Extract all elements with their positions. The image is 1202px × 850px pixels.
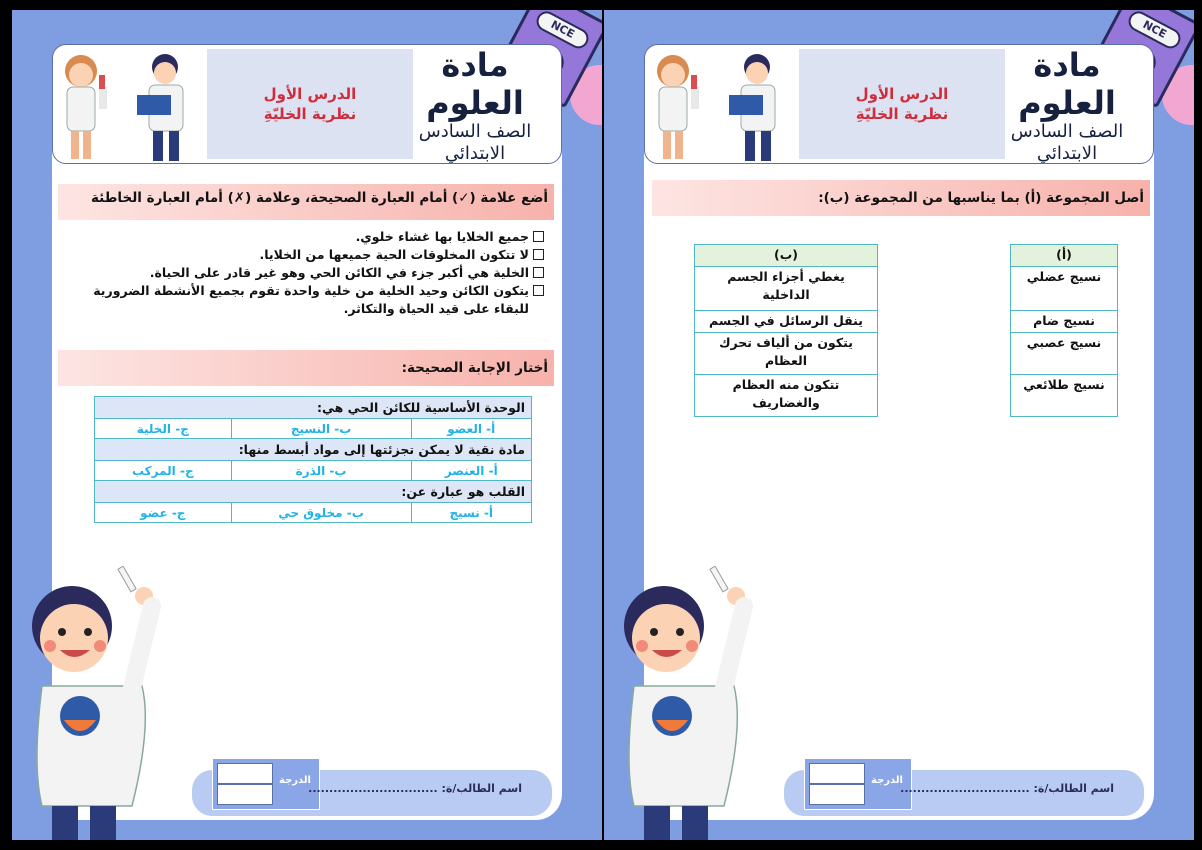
header-card	[52, 44, 562, 164]
grade-label: الدرجة	[279, 775, 311, 786]
footer	[192, 770, 552, 816]
mcq-option[interactable]: ج- الخلية	[95, 419, 232, 439]
group-a-item[interactable]: نسيج طلائعي	[1011, 375, 1118, 417]
mcq-question: القلب هو عبارة عن:	[95, 481, 532, 503]
book-label: NCE	[1125, 10, 1184, 52]
group-b-item[interactable]: ينقل الرسائل في الجسم	[695, 311, 878, 333]
student-name-field[interactable]: اسم الطالب/ة: ...............................	[308, 782, 522, 795]
mcq-table	[94, 396, 532, 523]
tf-section-title: أضع علامة (✓) أمام العبارة الصحيحة، وعلامة (✗) أمام العبارة الخاطئة	[58, 184, 554, 220]
grade-line2: الابتدائي	[444, 143, 506, 164]
group-a-item[interactable]: نسيج عصبي	[1011, 333, 1118, 375]
grade-box	[804, 758, 912, 810]
mcq-option[interactable]: ب- مخلوق حي	[231, 503, 411, 523]
group-a-item[interactable]: نسيج ضام	[1011, 311, 1118, 333]
header-card	[644, 44, 1154, 164]
lesson-number: الدرس الأول	[855, 85, 949, 103]
grade-line2: الابتدائي	[1036, 143, 1098, 164]
group-a-header: (أ)	[1011, 245, 1118, 267]
mcq-option[interactable]: ب- النسيج	[231, 419, 411, 439]
lesson-box	[799, 49, 1005, 159]
grade-box	[212, 758, 320, 810]
group-b-item[interactable]: تتكون منه العظام والغضاريف	[695, 375, 878, 417]
grade-line1: الصف السادس	[418, 121, 532, 142]
worksheet-page-right	[604, 10, 1194, 840]
grade-cell[interactable]	[217, 784, 273, 805]
mcq-option[interactable]: ب- الذرة	[231, 461, 411, 481]
mcq-option[interactable]: أ- العضو	[411, 419, 531, 439]
subject-line1: مادة	[441, 46, 509, 84]
worksheet-page-left	[12, 10, 602, 840]
group-b-item[interactable]: يتكون من ألياف تحرك العظام	[695, 333, 878, 375]
subject-line1: مادة	[1033, 46, 1101, 84]
group-a-table	[1010, 244, 1118, 417]
book-label: NCE	[533, 10, 592, 52]
grade-line1: الصف السادس	[1010, 121, 1124, 142]
grade-label: الدرجة	[871, 775, 903, 786]
tf-item: الخلية هي أكبر جزء في الكائن الحي وهو غير قادر على الحياة.	[72, 264, 544, 282]
mcq-option[interactable]: أ- العنصر	[411, 461, 531, 481]
checkbox[interactable]	[533, 231, 544, 242]
lesson-title: نظرية الخليّةِ	[855, 105, 949, 123]
mcq-section-title: أختار الإجابة الصحيحة:	[58, 350, 554, 386]
tf-list	[72, 228, 544, 318]
scientists-illustration	[645, 45, 795, 164]
group-b-table	[694, 244, 878, 417]
subject-title	[991, 45, 1143, 164]
group-b-item[interactable]: يغطي أجزاء الجسم الداخلية	[695, 267, 878, 311]
lesson-number: الدرس الأول	[263, 85, 357, 103]
mcq-question: الوحدة الأساسية للكائن الحي هي:	[95, 397, 532, 419]
student-name-field[interactable]: اسم الطالب/ة: ...............................	[900, 782, 1114, 795]
grade-cell[interactable]	[809, 763, 865, 784]
tf-item: لا تتكون المخلوقات الحية جميعها من الخلايا.	[72, 246, 544, 264]
grade-cell[interactable]	[217, 763, 273, 784]
match-section-title: أصل المجموعة (أ) بما يناسبها من المجموعة (ب):	[652, 180, 1150, 216]
lesson-box	[207, 49, 413, 159]
tf-item: جميع الخلايا بها غشاء خلوي.	[72, 228, 544, 246]
group-a-item[interactable]: نسيج عضلي	[1011, 267, 1118, 311]
scientist-boy-illustration	[604, 566, 774, 840]
scientist-boy-illustration	[12, 566, 182, 840]
subject-title	[399, 45, 551, 164]
mcq-option[interactable]: ج- المركب	[95, 461, 232, 481]
lesson-title: نظرية الخليّةِ	[263, 105, 357, 123]
mcq-option[interactable]: أ- نسيج	[411, 503, 531, 523]
checkbox[interactable]	[533, 249, 544, 260]
checkbox[interactable]	[533, 267, 544, 278]
subject-line2: العلوم	[1018, 84, 1116, 122]
mcq-option[interactable]: ج- عضو	[95, 503, 232, 523]
footer	[784, 770, 1144, 816]
mcq-question: مادة نقية لا يمكن تجزئتها إلى مواد أبسط منها:	[95, 439, 532, 461]
group-b-header: (ب)	[695, 245, 878, 267]
checkbox[interactable]	[533, 285, 544, 296]
scientists-illustration	[53, 45, 203, 164]
subject-line2: العلوم	[426, 84, 524, 122]
tf-item: يتكون الكائن وحيد الخلية من خلية واحدة تقوم بجميع الأنشطة الضرورية للبقاء على قيد الحياة والتكاثر.	[72, 282, 544, 318]
grade-cell[interactable]	[809, 784, 865, 805]
